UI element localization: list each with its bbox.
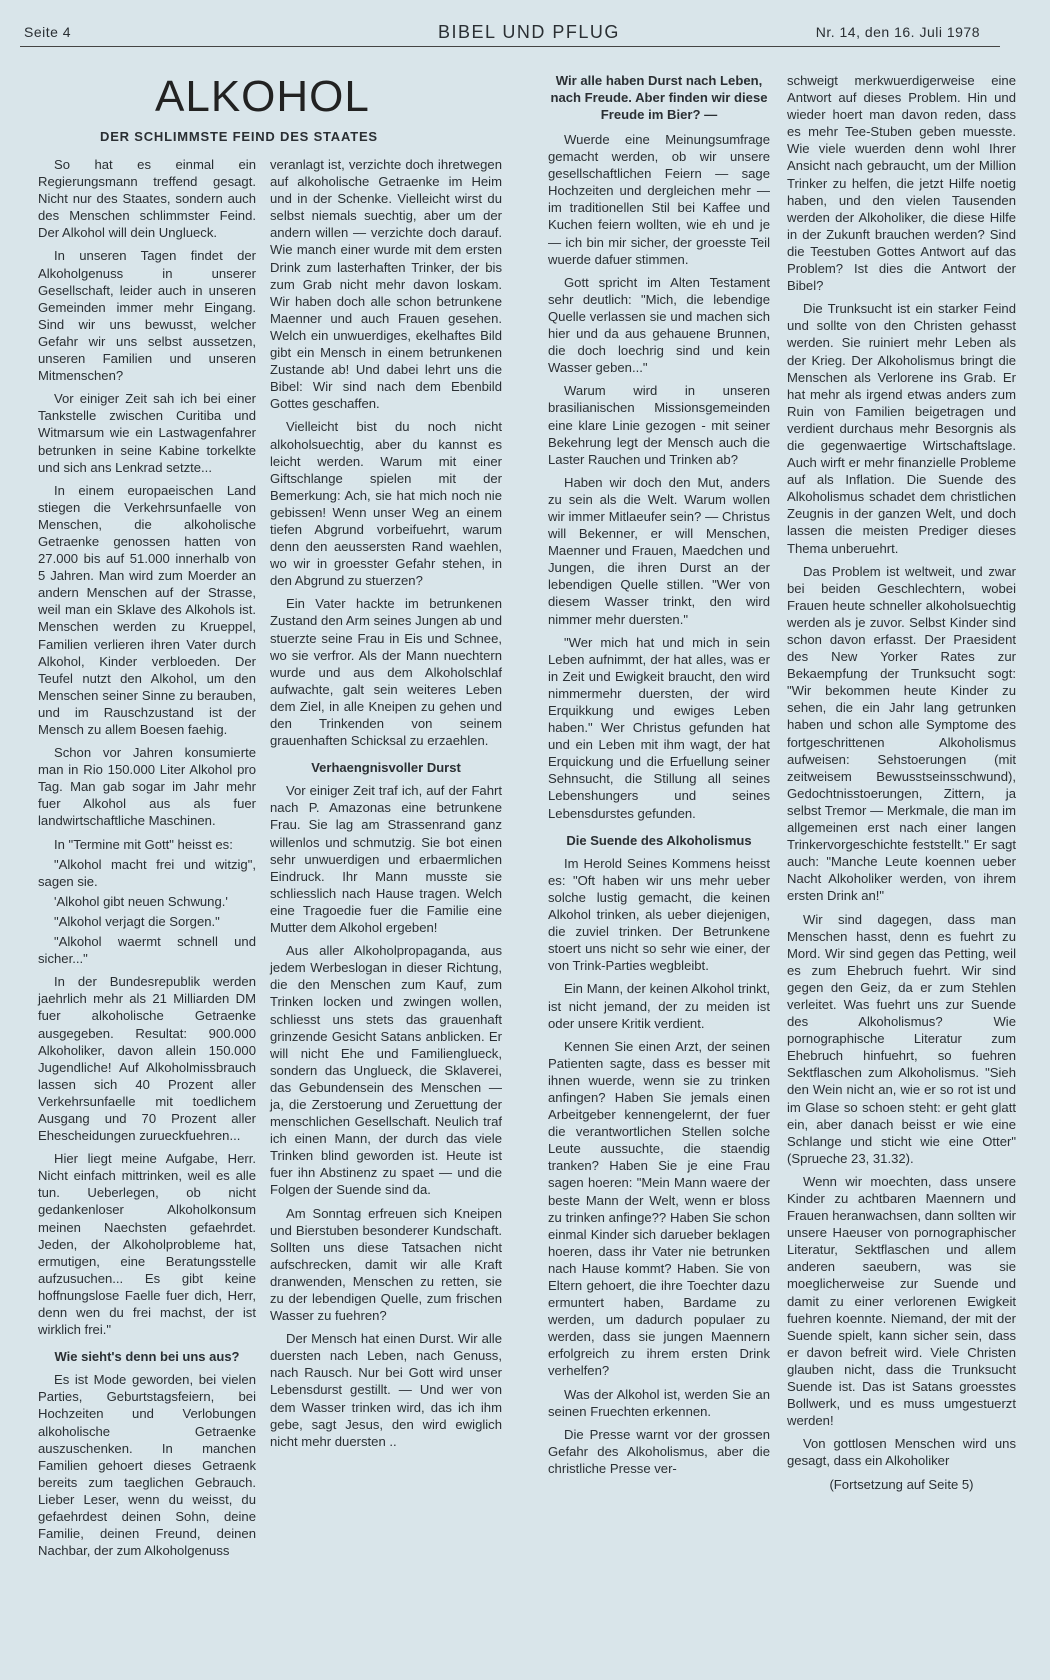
paragraph: Wuerde eine Meinungsumfrage gemacht werden, ob wir unsere gesellschaftlichen Feiern — sage Hochzeiten und dergleichen mehr — im traditionellen Stil bei Kaffee und Kuchen feiern wollten, wie eh und je — ich bin mir sicher, der groesste Teil wuerde dafuer stimmen.	[548, 132, 770, 267]
masthead: BIBEL UND PFLUG	[438, 22, 620, 42]
article-title: ALKOHOL	[155, 72, 370, 121]
continuation-note: (Fortsetzung auf Seite 5)	[829, 1476, 974, 1492]
column-2	[270, 156, 502, 1456]
paragraph: Die Presse warnt vor der grossen Gefahr des Alkoholismus, aber die christliche Presse ver-	[548, 1426, 770, 1476]
paragraph: In unseren Tagen findet der Alkoholgenuss in unserer Gesellschaft, leider auch in unseren Gemeinden immer mehr Eingang. Sind wir uns bewusst, welcher Gefahr wir uns selbst aussetzen, unseren Familien und unseren Mitmenschen?	[38, 248, 256, 384]
paragraph: "Wer mich hat und mich in sein Leben aufnimmt, der hat alles, was er in Zeit und Ewigkeit braucht, den wird nimmermehr duersten, der wird Erquikkung und ewiges Leben haben." Wer Christus gefunden hat und ein Leben mit ihm wagt, der hat Erquickung und die Erfuellung seiner Sehnsucht, die Stillung all seines Lebenshungers und seines Lebensdurstes gefunden.	[548, 634, 770, 821]
paragraph: Das Problem ist weltweit, und zwar bei beiden Geschlechtern, wobei Frauen heute schneller alkoholsuechtig werden als je zuvor. Selbst Kinder sind schon davon erfasst. Der Praesident des New Yorker Rates zur Bekaempfung der Trunksucht sogt: "Wir bekommen heute Kinder zu sehen, die ein Jahr lang getrunken haben und schon alle Symptome des fortgeschrittenen Alkoholismus aufweisen: Sehstoerungen (mit zeitweisem Bewusstseinsschwund), Gedochtnisstoerungen, Zittern, ja selbst Tremor — Merkmale, die man im allgemeinen erst nach einer langen Trinkervorgeschichte feststellt." Er sagt auch: "Manche Leute koennen ueber Nacht Alkoholiker werden, von ihrem ersten Drink an!"	[787, 563, 1016, 904]
paragraph: Ein Mann, der keinen Alkohol trinkt, ist nicht jemand, der zu meiden ist oder unsere Kritik verdient.	[548, 981, 770, 1031]
paragraph: Gott spricht im Alten Testament sehr deutlich: "Mich, die lebendige Quelle verlassen sie und machen sich hier und da aus gehauene Brunnen, die doch loechrig sind und kein Wasser geben..."	[548, 274, 770, 376]
paragraph: schweigt merkwuerdigerweise eine Antwort auf dieses Problem. Hin und wieder hoert man davon reden, dass es mehr Tee-Stuben geben muesste. Wie viele wuerden denn wohl Ihrer Ansicht nach gebraucht, um der Million Trinker zu helfen, die jetzt Hilfe noetig haben, und den vielen Tausenden werden der Alkoholiker, die diese Hilfe in der Zukunft brauchen werden? Sind die Teestuben Gottes Antwort auf das Problem? Ist dies die Antwort der Bibel?	[787, 73, 1016, 294]
paragraph: Schon vor Jahren konsumierte man in Rio 150.000 Liter Alkohol pro Tag. Man gab sogar im Jahr mehr fuer Alkohol aus als fuer landwirtschaftliche Maschinen.	[38, 745, 256, 829]
page-header	[20, 22, 1000, 47]
paragraph: Was der Alkohol ist, werden Sie an seinen Fruechten erkennen.	[548, 1386, 770, 1419]
page-number: Seite 4	[24, 24, 72, 40]
paragraph: Am Sonntag erfreuen sich Kneipen und Bierstuben besonderer Kundschaft. Sollten uns diese Tatsachen nicht aufschrecken, damit wir alle Kraft dranwenden, Menschen zu retten, sie zu der lebendigen Quelle, zum frischen Wasser zu fuehren?	[270, 1205, 502, 1324]
column-3	[548, 72, 770, 1483]
section-heading: Verhaengnisvoller Durst	[311, 760, 461, 776]
paragraph: Vor einiger Zeit sah ich bei einer Tankstelle zwischen Curitiba und Witmarsum wie ein Lastwagenfahrer betrunken in seine Kabine torkelkte und sich ans Lenkrad setzte...	[38, 391, 256, 475]
paragraph: So hat es einmal ein Regierungsmann treffend gesagt. Nicht nur des Staates, sondern auch des Menschen schlimmster Feind. Der Alkohol will dein Unglueck.	[38, 157, 256, 241]
quote: "Alkohol waermt schnell und sicher..."	[38, 934, 256, 967]
article-subtitle: DER SCHLIMMSTE FEIND DES STAATES	[100, 129, 378, 144]
paragraph: Von gottlosen Menschen wird uns gesagt, dass ein Alkoholiker	[787, 1436, 1016, 1469]
paragraph: Warum wird in unseren brasilianischen Missionsgemeinden eine klare Linie gezogen - mit seiner Bekehrung legt der Mensch auch die Laster Rauchen und Trinken ab?	[548, 383, 770, 467]
paragraph: Wir sind dagegen, dass man Menschen hasst, denn es fuehrt zu Mord. Wir sind gegen das Petting, weil es zum Ehebruch fuehrt. Wir sind gegen den Geiz, da er zum Stehlen verleitet. Was fuehrt uns zur Suende des Alkoholismus? Wie pornographische Literatur zum Ehebruch hinfuehrt, so fuehren Sektflaschen zum Alkoholismus. "Sieh den Wein nicht an, wie er so rot ist und im Glase so schoen steht: er geht glatt ein, aber danach beisst er wie eine Schlange und sticht wie eine Otter" (Sprueche 23, 31.32).	[787, 911, 1016, 1166]
section-heading: Wie sieht's denn bei uns aus?	[54, 1349, 240, 1365]
paragraph: Hier liegt meine Aufgabe, Herr. Nicht einfach mittrinken, weil es alle tun. Ueberlegen, ob nicht gedankenloser Alkoholkonsum meinen Naechsten gefaehrdet. Jeden, der Alkoholprobleme hat, ermutigen, eine Beratungsstelle aufzusuchen... Es gibt keine hoffnungslose Faelle fuer dich, Herr, denn wen du frei machst, der ist wirklich frei."	[38, 1151, 256, 1338]
paragraph: Ein Vater hackte im betrunkenen Zustand den Arm seines Jungen ab und stuerzte seine Frau in Eis und Schnee, wo sie verfror. Als der Mann nuechtern wurde und aus dem Alkoholschlaf aufwachte, galt sein weiteres Leben dem Ziel, in alle Kneipen zu gehen und den Trinkenden von seinem grauenhaften Schicksal zu erzaehlen.	[270, 596, 502, 749]
paragraph: Der Mensch hat einen Durst. Wir alle duersten nach Leben, nach Genuss, nach Rausch. Nur bei Gott wird unser Lebensdurst gestillt. — Und wer von dem Wasser trinken wird, das ich ihm gebe, sagt Jesus, den wird ewiglich nicht mehr duersten ..	[270, 1331, 502, 1449]
paragraph: Vielleicht bist du noch nicht alkoholsuechtig, aber du kannst es leicht werden. Warum mit einer Giftschlange spielen mit der Bemerkung: Ach, sie hat mich noch nie gebissen! Wenn unser Weg an einem tiefen Abgrund vorbeifuehrt, warum denn den aeussersten Rand waehlen, wo wir in groesster Gefahr stehen, in den Abgrund zu stuerzen?	[270, 419, 502, 589]
column-1	[38, 156, 256, 1565]
quote: "Alkohol macht frei und witzig", sagen sie.	[38, 856, 256, 889]
quote: "Alkohol verjagt die Sorgen."	[54, 913, 220, 929]
paragraph: veranlagt ist, verzichte doch ihretwegen auf alkoholische Getraenke im Heim und in der Schenke. Vielleicht wirst du selbst niemals suechtig, aber um der andern willen — verzichte doch darauf. Wie manch einer wurde mit dem ersten Drink zum lasterhaften Trinker, der bis zum Grab nicht mehr davon loskam. Wir haben doch alle schon betrunkene Maenner und auch Frauen gesehen. Welch ein unwuerdiges, ekelhaftes Bild gibt ein Mensch in einem betrunkenen Zustande ab! Und dabei lehrt uns die Bibel: Wir sind nach dem Ebenbild Gottes geschaffen.	[270, 157, 502, 412]
paragraph: Kennen Sie einen Arzt, der seinen Patienten sagte, dass es besser mit ihnen wuerde, wenn sie zu trinken anfingen? Haben Sie jemals einen Arbeitgeber kennengelernt, der fuer die verantwortlichen Stellen solche Leute aussuchte, die staendig tranken? Haben Sie je eine Frau sagen hoeren: "Mein Mann waere der beste Mann der Welt, wenn er bloss zu trinken anfinge?? Haben Sie schon einmal Kinder sich darueber beklagen hoeren, dass ihr Vater nie betrunken nach Hause kommt? Haben. Sie von Eltern gehoert, die ihre Toechter dazu ermuntert haben, Bardame zu werden, um dadurch populaer zu werden, dass sie jungen Maennern erfolgreich zu ihrem ersten Drink verhelfen?	[548, 1038, 770, 1379]
paragraph: Vor einiger Zeit traf ich, auf der Fahrt nach P. Amazonas eine betrunkene Frau. Sie lag am Strassenrand ganz willenlos und schmutzig. Sie bot einen sehr unwuerdigen und erbaermlichen Eindruck. Ihr Mann musste sie schliesslich nach Hause tragen. Welch eine Tragoedie fuer die Familie eine Mutter dem Alkohol ergeben!	[270, 783, 502, 936]
issue-date: Nr. 14, den 16. Juli 1978	[815, 24, 980, 40]
paragraph: In einem europaeischen Land stiegen die Verkehrsunfaelle von Menschen, die alkoholische Getraenke genossen hatten von 27.000 bis auf 51.000 innerhalb von 5 Jahren. Man wird zum Moerder an andern Menschen auf der Strasse, weil man ein Sklave des Alkohols ist. Menschen werden zu Krueppel, Familien verlieren ihren Vater durch Alkohol, Kinder verbloeden. Der Teufel nutzt den Alkohol, um den Menschen seiner Sinne zu berauben, und im Rauschzustand ist der Mensch zu allem Boesen faehig.	[38, 482, 256, 737]
section-heading: Die Suende des Alkoholismus	[566, 832, 752, 848]
quote: 'Alkohol gibt neuen Schwung.'	[54, 893, 228, 909]
column-4	[787, 72, 1016, 1499]
paragraph: In "Termine mit Gott" heisst es:	[54, 836, 233, 852]
paragraph: Wenn wir moechten, dass unsere Kinder zu achtbaren Maennern und Frauen heranwachsen, dann sollten wir unsere Haeuser von pornographischer Literatur, Sektflaschen und allem anderen saeubern, was sie moeglicherweise zur Suende und damit zu einer verlorenen Ewigkeit fuehren koennte. Niemand, der mit der Suende spielt, kann sicher sein, dass er davon befreit wird. Viele Christen glauben nicht, dass die Trunksucht Suende ist. Das ist Satans groesstes Bollwerk, und es muss umgestuerzt werden!	[787, 1173, 1016, 1429]
paragraph: Die Trunksucht ist ein starker Feind und sollte von den Christen gehasst werden. Sie ruiniert mehr Leben als der Krieg. Der Alkoholismus bringt die Menschen als Verlorene ins Grab. Er hat mehr als irgend etwas anders zum Ruin von Familien beigetragen und verdient durchaus mehr Besorgnis als die gegenwaertige Wirtschaftslage. Auch wirft er mehr finanzielle Probleme auf als Inflation. Die Suende des Alkoholismus schadet dem christlichen Zeugnis in der ganzen Welt, und doch lassen die meisten Prediger dieses Thema unberuehrt.	[787, 301, 1016, 556]
paragraph: In der Bundesrepublik werden jaehrlich mehr als 21 Milliarden DM fuer alkoholische Getraenke ausgegeben. Resultat: 900.000 Alkoholiker, davon allein 150.000 Jugendliche! Auf Alkoholmissbrauch lassen sich 40 Prozent aller Verkehrsunfaelle mit toedlichem Ausgang und 70 Prozent aller Ehescheidungen zurueckfuehren...	[38, 974, 256, 1144]
paragraph: Es ist Mode geworden, bei vielen Parties, Geburtstagsfeiern, bei Hochzeiten und Verlobungen alkoholische Getraenke auszuschenken. In manchen Familien gehoert dieses Getraenk bereits zum taeglichen Gebrauch. Lieber Leser, wenn du weisst, du gefaehrdest deinen Sohn, deine Familie, deinen Freund, deinen Nachbar, der zum Alkoholgenuss	[38, 1372, 256, 1559]
paragraph: Aus aller Alkoholpropaganda, aus jedem Werbeslogan in dieser Richtung, die den Menschen zum Kauf, zum Trinken locken und zwingen wollen, schliesst uns stets das grauenhaft grinzende Gesicht Satans anblicken. Er will nicht Ehe und Familienglueck, sondern das Unglueck, die Sklaverei, das Gebundensein des Menschen — ja, die Zerstoerung und Zeruettung der menschlichen Gesellschaft. Neulich traf ich einen Mann, der durch das viele Trinken blind geworden ist. Heute ist fuer ihn Abstinenz zu spaet — und die Folgen der Suende sind da.	[270, 943, 502, 1198]
paragraph: Haben wir doch den Mut, anders zu sein als die Welt. Warum wollen wir immer Mitlaeufer sein? — Christus will Bekenner, er will Menschen, Maenner und Frauen, Maedchen und Jungen, die ihren Durst an der lebendigen Quelle stillen. "Wer von diesem Wasser trinkt, den wird nimmer mehr duersten."	[548, 474, 770, 627]
paragraph: Im Herold Seines Kommens heisst es: "Oft haben wir uns mehr ueber solche lustig gemacht, die keinen Alkohol trinken, als ueber diejenigen, die zuviel trinken. Der Betrunkene stoert uns nicht so sehr wie einer, der von Trink-Parties wegbleibt.	[548, 855, 770, 974]
lead-text: Wir alle haben Durst nach Leben, nach Freude. Aber finden wir diese Freude im Bier? —	[550, 73, 768, 122]
